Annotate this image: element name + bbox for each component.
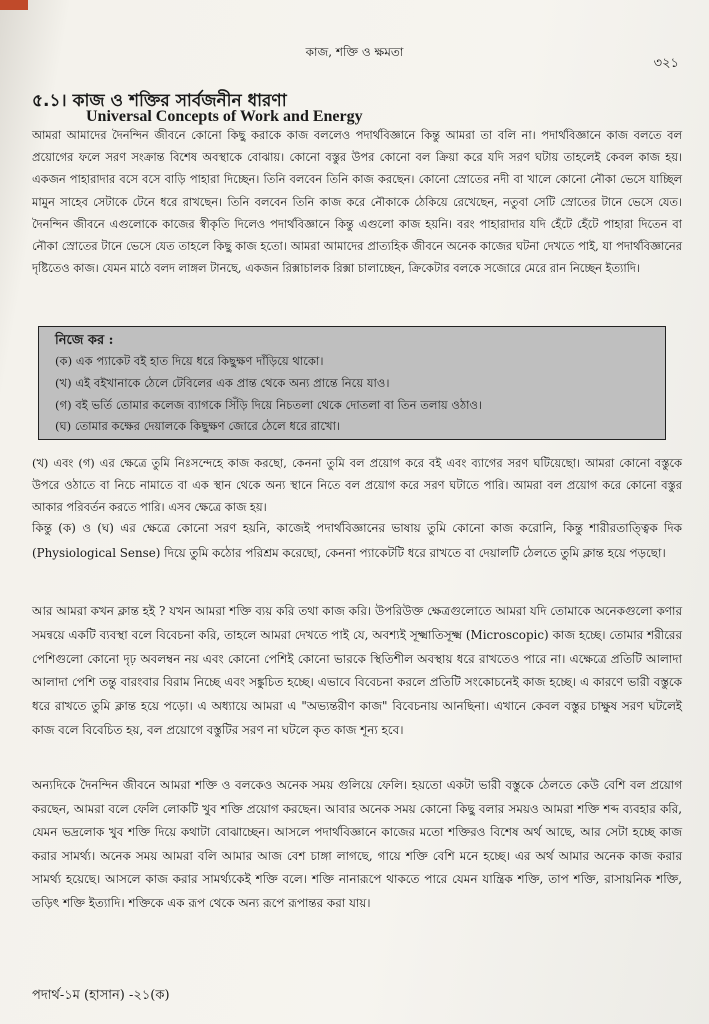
- activity-box: [38, 326, 666, 440]
- body-paragraph: অন্যদিকে দৈনন্দিন জীবনে আমরা শক্তি ও বলকেও অনেক সময় গুলিয়ে ফেলি। হয়তো একটা ভারী বস্তুকে ঠেলতে কেউ বেশি বল প্রয়োগ করছেন, আমরা বলে ফেলি লোকটি খুব শক্তি প্রয়োগ করছেন। আবার অনেক সময় কোনো কিছু বলার সময়ও আমরা শক্তি শব্দ ব্যবহার করি, যেমন ভদ্রলোক খুব শক্তি দিয়ে কথাটা বোঝাচ্ছেন। আসলে পদার্থবিজ্ঞানে কাজের মতো শক্তিরও বিশেষ অর্থ আছে, আর সেটা হচ্ছে কাজ করার সামর্থ্য। অনেক সময় আমরা বলি আমার আজ বেশ চাঙ্গা লাগছে, গায়ে শক্তি বেশি মনে হচ্ছে। এর অর্থ আমার অনেক কাজ করার সামর্থ্য হয়েছে। আসলে কাজ করার সামর্থ্যকেই শক্তি বলে। শক্তি নানারূপে থাকতে পারে যেমন যান্ত্রিক শক্তি, তাপ শক্তি, রাসায়নিক শক্তি, তড়িৎ শক্তি ইত্যাদি। শক্তিকে এক রূপ থেকে অন্য রূপে রূপান্তর করা যায়।: [32, 778, 682, 910]
- section-title-bengali: কাজ ও শক্তির সার্বজনীন ধারণা: [72, 91, 287, 111]
- activity-item: (ঘ) তোমার কক্ষের দেয়ালকে কিছুক্ষণ জোরে ঠেলে ধরে রাখো।: [55, 419, 341, 433]
- activity-item: (ক) এক প্যাকেট বই হাত দিয়ে ধরে কিছুক্ষণ দাঁড়িয়ে থাকো।: [55, 354, 324, 368]
- section-number: ৫.১।: [32, 91, 67, 111]
- body-paragraph: আর আমরা কখন ক্লান্ত হই ? যখন আমরা শক্তি ব্যয় করি তথা কাজ করি। উপরিউক্ত ক্ষেত্রগুলোতে আমরা যদি তোমাকে অনেকগুলো কণার সমন্বয়ে একটি ব্যবস্থা বলে বিবেচনা করি, তাহলে আমরা দেখতে পাই যে, অবশ্যই সূক্ষ্মাতিসূক্ষ্ম (Microscopic) কাজ হচ্ছে। তোমার শরীরের পেশিগুলো কোনো দৃঢ় অবলম্বন নয় এবং কোনো পেশিই কোনো ভারকে স্থিতিশীল অবস্থায় ধরে রাখতেও পারে না। এক্ষেত্রে প্রতিটি আলাদা আলাদা পেশি তন্তু বারংবার বিরাম নিচ্ছে এবং সঙ্কুচিত হচ্ছে। এভাবে বিবেচনা করলে প্রতিটি সংকোচনেই কাজ হচ্ছে। এ কারণে ভারী বস্তুকে ধরে রাখতে তুমি ক্লান্ত হয়ে পড়ো। এ অধ্যায়ে আমরা এ "অভ্যন্তরীণ কাজ" বিবেচনায় আনছিনা। এখানে কেবল বস্তুর চাক্ষুষ সরণ ঘটলেই কাজ বলে বিবেচিত হয়, বল প্রয়োগে বস্তুটির সরণ না ঘটলে কৃত কাজ শূন্য হবে।: [32, 604, 682, 737]
- activity-item: (খ) এই বইখানাকে ঠেলে টেবিলের এক প্রান্ত থেকে অন্য প্রান্তে নিয়ে যাও।: [55, 376, 390, 390]
- intro-paragraph: আমরা আমাদের দৈনন্দিন জীবনে কোনো কিছু করাকে কাজ বললেও পদার্থবিজ্ঞানে কিন্তু আমরা তা বলি না। পদার্থবিজ্ঞানে কাজ বলতে বল প্রয়োগের ফলে সরণ সংক্রান্ত বিশেষ অবস্থাকে বোঝায়। কোনো বস্তুর উপর কোনো বল ক্রিয়া করে যদি সরণ ঘটায় তাহলেই কেবল কাজ হয়। একজন পাহারাদার বসে বসে বাড়ি পাহারা দিচ্ছেন। তিনি বলবেন তিনি কাজ করছেন। কোনো স্রোতের নদী বা খালে কোনো নৌকা ভেসে যাচ্ছিল মামুন সাহেব সেটাকে টেনে ধরে রাখছেন। তিনি বলবেন তিনি কাজ করে নৌকাকে ঠেকিয়ে রেখেছেন, নতুবা সেটি স্রোতের টানে ভেসে যেত। দৈনন্দিন জীবনে এগুলোকে কাজের স্বীকৃতি দিলেও পদার্থবিজ্ঞানে কিন্তু এগুলো কাজ হয়নি। বরং পাহারাদার যদি হেঁটে হেঁটে পাহারা দিতেন বা নৌকা স্রোতের টানে ভেসে যেত তাহলে কিছু কাজ হতো। আমরা আমাদের প্রাত্যহিক জীবনে অনেক কাজের ঘটনা দেখতে পাই, যা পদার্থবিজ্ঞানের দৃষ্টিতেও কাজ। যেমন মাঠে বলদ লাঙ্গল টানছে, একজন রিক্সাচালক রিক্সা চালাচ্ছেন, ক্রিকেটার বলকে সজোরে মেরে রান নিচ্ছেন ইত্যাদি।: [32, 128, 682, 276]
- body-paragraph: (খ) এবং (গ) এর ক্ষেত্রে তুমি নিঃসন্দেহে কাজ করছো, কেননা তুমি বল প্রয়োগ করে বই এবং ব্যাগের সরণ ঘটিয়েছো। আমরা কোনো বস্তুকে উপরে ওঠাতে বা নিচে নামাতে বা এক স্থান থেকে অন্য স্থানে নিতে বল প্রয়োগ করে সরণ ঘটাতে পারি। আমরা বল প্রয়োগ করে কোনো বস্তুর আকার পরিবর্তন করতে পারি। এসব ক্ষেত্রে কাজ হয়।: [32, 456, 682, 515]
- activity-box-title: নিজে কর :: [55, 333, 114, 348]
- running-header: কাজ, শক্তি ও ক্ষমতা: [305, 45, 404, 59]
- body-paragraph: কিন্তু (ক) ও (ঘ) এর ক্ষেত্রে কোনো সরণ হয়নি, কাজেই পদার্থবিজ্ঞানের ভাষায় তুমি কোনো কাজ করোনি, কিন্তু শারীরতাত্ত্বিক দিক (Physiological Sense) দিয়ে তুমি কঠোর পরিশ্রম করেছো, কেননা প্যাকেটটি ধরে রাখতে বা দেয়ালটি ঠেলতে তুমি ক্লান্ত হয়ে পড়ছো।: [32, 521, 682, 560]
- page-corner-decoration: [0, 0, 28, 10]
- section-title-english: Universal Concepts of Work and Energy: [86, 108, 363, 125]
- activity-item: (গ) বই ভর্তি তোমার কলেজ ব্যাগকে সিঁড়ি দিয়ে নিচতলা থেকে দোতলা বা তিন তলায় ওঠাও।: [55, 398, 483, 412]
- page-number: ৩২১: [653, 56, 679, 71]
- page-footer: পদার্থ-১ম (হাসান) -২১(ক): [32, 988, 170, 1003]
